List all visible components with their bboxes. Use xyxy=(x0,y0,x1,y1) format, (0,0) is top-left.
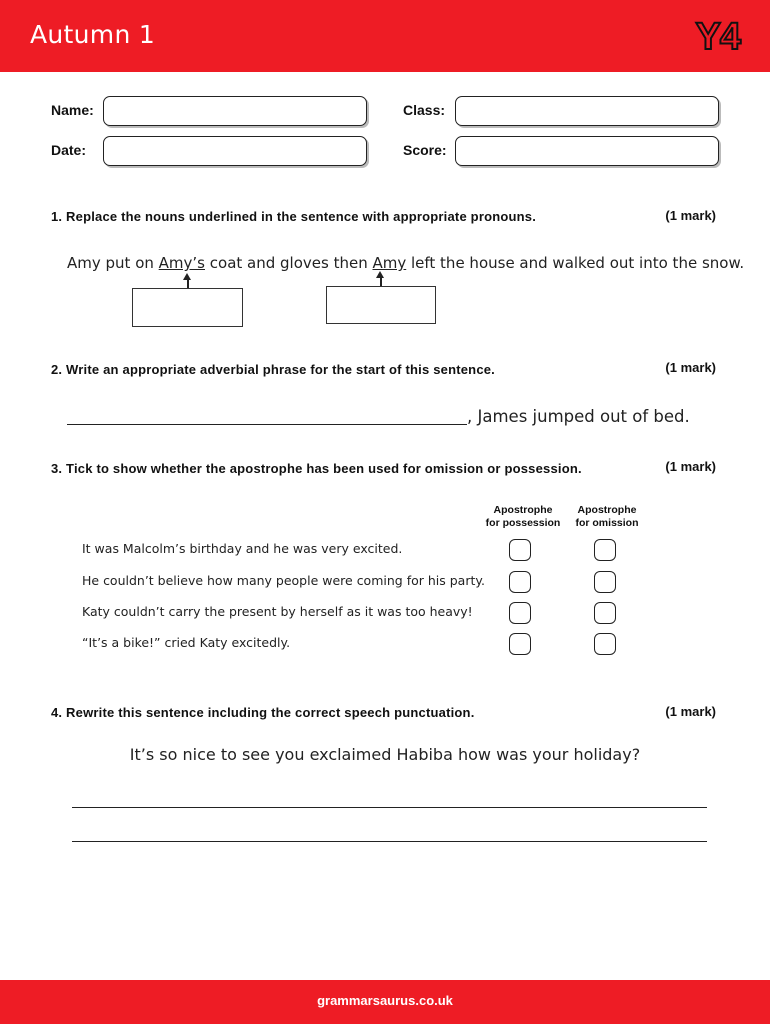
question-2-mark: (1 mark) xyxy=(665,360,716,375)
rewrite-answer-line-2[interactable] xyxy=(72,841,707,842)
row-3-omission-checkbox[interactable] xyxy=(594,602,616,624)
pronoun-answer-box-2[interactable] xyxy=(326,286,436,324)
row-2-omission-checkbox[interactable] xyxy=(594,571,616,593)
row-4-possession-checkbox[interactable] xyxy=(509,633,531,655)
class-field[interactable] xyxy=(455,96,719,126)
rewrite-answer-line-1[interactable] xyxy=(72,807,707,808)
question-4-sentence: It’s so nice to see you exclaimed Habiba how was your holiday? xyxy=(129,745,641,764)
question-3-mark: (1 mark) xyxy=(665,459,716,474)
row-1-possession-checkbox[interactable] xyxy=(509,539,531,561)
year-badge: Y4 xyxy=(695,16,740,58)
row-2-possession-checkbox[interactable] xyxy=(509,571,531,593)
footer-website: grammarsaurus.co.uk xyxy=(317,993,453,1008)
row-3-possession-checkbox[interactable] xyxy=(509,602,531,624)
score-field[interactable] xyxy=(455,136,719,166)
tick-row-3-text: Katy couldn’t carry the present by herself as it was too heavy! xyxy=(82,604,473,619)
tick-row-1-text: It was Malcolm’s birthday and he was very excited. xyxy=(82,541,403,556)
question-1-mark: (1 mark) xyxy=(665,208,716,223)
underlined-noun-2: Amy xyxy=(372,254,407,272)
score-label: Score: xyxy=(403,142,447,158)
column-header-omission: Apostrophe for omission xyxy=(575,504,639,529)
page-title: Autumn 1 xyxy=(30,20,156,49)
underlined-noun-1: Amy’s xyxy=(158,254,205,272)
tick-row-2-text: He couldn’t believe how many people were coming for his party. xyxy=(82,573,485,588)
arrow-up-icon xyxy=(380,276,382,286)
footer-bar xyxy=(0,980,770,1024)
tick-row-4-text: “It’s a bike!” cried Katy excitedly. xyxy=(82,635,291,650)
arrow-up-icon xyxy=(187,278,189,288)
question-3-text: 3. Tick to show whether the apostrophe has been used for omission or possession. xyxy=(51,461,582,476)
pronoun-answer-box-1[interactable] xyxy=(132,288,243,327)
column-header-possession: Apostrophe for possession xyxy=(485,504,561,529)
date-field[interactable] xyxy=(103,136,367,166)
class-label: Class: xyxy=(403,102,446,118)
row-4-omission-checkbox[interactable] xyxy=(594,633,616,655)
question-2-sentence: , James jumped out of bed. xyxy=(467,407,690,426)
header-bar xyxy=(0,0,770,72)
question-2-text: 2. Write an appropriate adverbial phrase for the start of this sentence. xyxy=(51,362,495,377)
name-field[interactable] xyxy=(103,96,367,126)
question-4-text: 4. Rewrite this sentence including the correct speech punctuation. xyxy=(51,705,475,720)
adverbial-answer-line[interactable] xyxy=(67,412,467,425)
row-1-omission-checkbox[interactable] xyxy=(594,539,616,561)
date-label: Date: xyxy=(51,142,87,158)
question-1-sentence: Amy put on Amy’s coat and gloves then Amy left the house and walked out into the snow. xyxy=(67,254,745,272)
name-label: Name: xyxy=(51,102,94,118)
question-4-mark: (1 mark) xyxy=(665,704,716,719)
question-1-text: 1. Replace the nouns underlined in the sentence with appropriate pronouns. xyxy=(51,209,537,224)
